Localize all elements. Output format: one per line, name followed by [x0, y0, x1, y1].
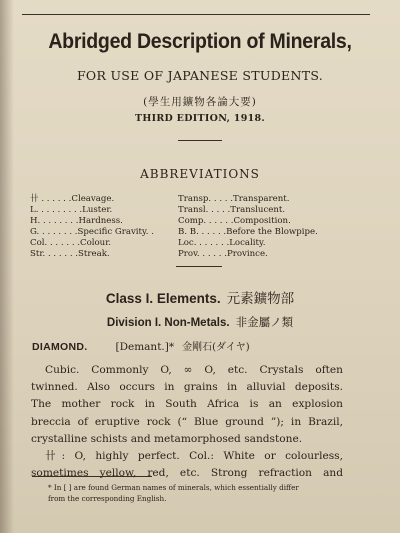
abbreviation-entry — [178, 194, 318, 205]
edition-line: THIRD EDITION, 1918. — [134, 113, 266, 124]
mineral-heading — [32, 338, 250, 353]
description-line: Cubic. Commonly O, ∞ O, etc. Crystals often — [45, 364, 343, 376]
abbreviation-value: Before the Blowpipe. — [226, 227, 318, 237]
abbreviation-value: Luster. — [82, 205, 113, 215]
page-title: Abridged Description of Minerals, — [48, 30, 352, 53]
abbreviation-entry — [30, 238, 154, 249]
mineral-german-name: [Demant.]* — [115, 341, 175, 353]
division-heading — [0, 314, 400, 330]
abbreviation-value: Cleavage. — [71, 194, 115, 204]
abbreviation-value: Transparent. — [233, 194, 290, 204]
abbreviation-key: B. B. . . . . . — [178, 227, 227, 237]
abbreviation-entry — [30, 227, 154, 238]
class-japanese: 元素鑛物部 — [226, 291, 295, 307]
abbreviation-key: Transl. . . . . — [178, 205, 231, 215]
description-line: twinned. Also occurs in grains in alluvial deposits. — [31, 381, 343, 394]
abbreviation-value: Translucent. — [230, 205, 286, 215]
abbreviation-entry — [178, 238, 318, 249]
divider-rule — [176, 266, 222, 267]
abbreviation-key: Col. . . . . . . — [30, 238, 81, 248]
abbreviation-entry — [178, 216, 318, 227]
abbreviation-entry — [30, 249, 154, 260]
footnote-line: from the corresponding English. — [48, 494, 167, 503]
class-heading — [0, 287, 400, 307]
abbreviation-key: Prov. . . . . . — [178, 249, 227, 259]
abbreviation-key: G. . . . . . . . — [30, 227, 78, 237]
mineral-description — [31, 362, 343, 482]
class-label: Class I. Elements. — [105, 291, 221, 306]
divider-rule — [178, 140, 222, 141]
division-japanese: 非金屬ノ類 — [235, 315, 294, 329]
footnote-line: * In [ ] are found German names of minerals, which essentially differ — [48, 483, 299, 492]
abbreviation-value: Locality. — [229, 238, 266, 248]
abbreviation-entry — [178, 249, 318, 260]
abbreviations-heading: ABBREVIATIONS — [140, 167, 260, 181]
abbreviation-value: Province. — [226, 249, 268, 259]
abbreviation-key: Comp. . . . . . — [178, 216, 234, 226]
abbreviation-value: Hardness. — [78, 216, 123, 226]
abbreviations-left-column — [30, 194, 154, 260]
abbreviations-right-column — [178, 194, 318, 260]
abbreviation-entry — [178, 227, 318, 238]
description-line: 卄: O, highly perfect. Col.: White or colourless, — [45, 450, 343, 463]
abbreviation-key: Loc. . . . . . . — [178, 238, 230, 248]
mineral-japanese-name: 金剛石(ダイヤ) — [182, 342, 250, 353]
japanese-title: (學生用鑛物各論大要) — [143, 96, 257, 108]
description-line: sometimes yellow, red, etc. Strong refraction and — [31, 467, 343, 480]
division-label: Division I. Non-Metals. — [106, 317, 230, 329]
page-subtitle: FOR USE OF JAPANESE STUDENTS. — [76, 68, 324, 83]
abbreviation-key: H. . . . . . . . — [30, 216, 79, 226]
abbreviation-key: 卄 . . . . . . — [30, 194, 72, 204]
abbreviation-value: Composition. — [233, 216, 291, 226]
abbreviation-key: Str. . . . . . . — [30, 249, 79, 259]
abbreviation-entry — [30, 205, 154, 216]
description-line: The mother rock in South Africa is an explosion — [31, 398, 343, 411]
abbreviation-value: Specific Gravity. . — [77, 227, 154, 237]
description-line: crystalline schists and metamorphosed sandstone. — [31, 432, 303, 445]
abbreviation-value: Colour. — [80, 238, 112, 248]
abbreviation-entry — [30, 216, 154, 227]
description-line: breccia of eruptive rock (“ Blue ground ”); in Brazil, — [31, 415, 343, 428]
top-border-rule — [22, 14, 370, 15]
abbreviation-key: L. . . . . . . . . — [30, 205, 83, 215]
abbreviation-entry — [30, 194, 154, 205]
footnote — [48, 482, 348, 504]
mineral-name: DIAMOND. — [32, 341, 88, 353]
abbreviation-entry — [178, 205, 318, 216]
footnote-rule — [32, 476, 152, 477]
abbreviation-key: Transp. . . . . — [178, 194, 233, 204]
abbreviation-value: Streak. — [78, 249, 110, 259]
